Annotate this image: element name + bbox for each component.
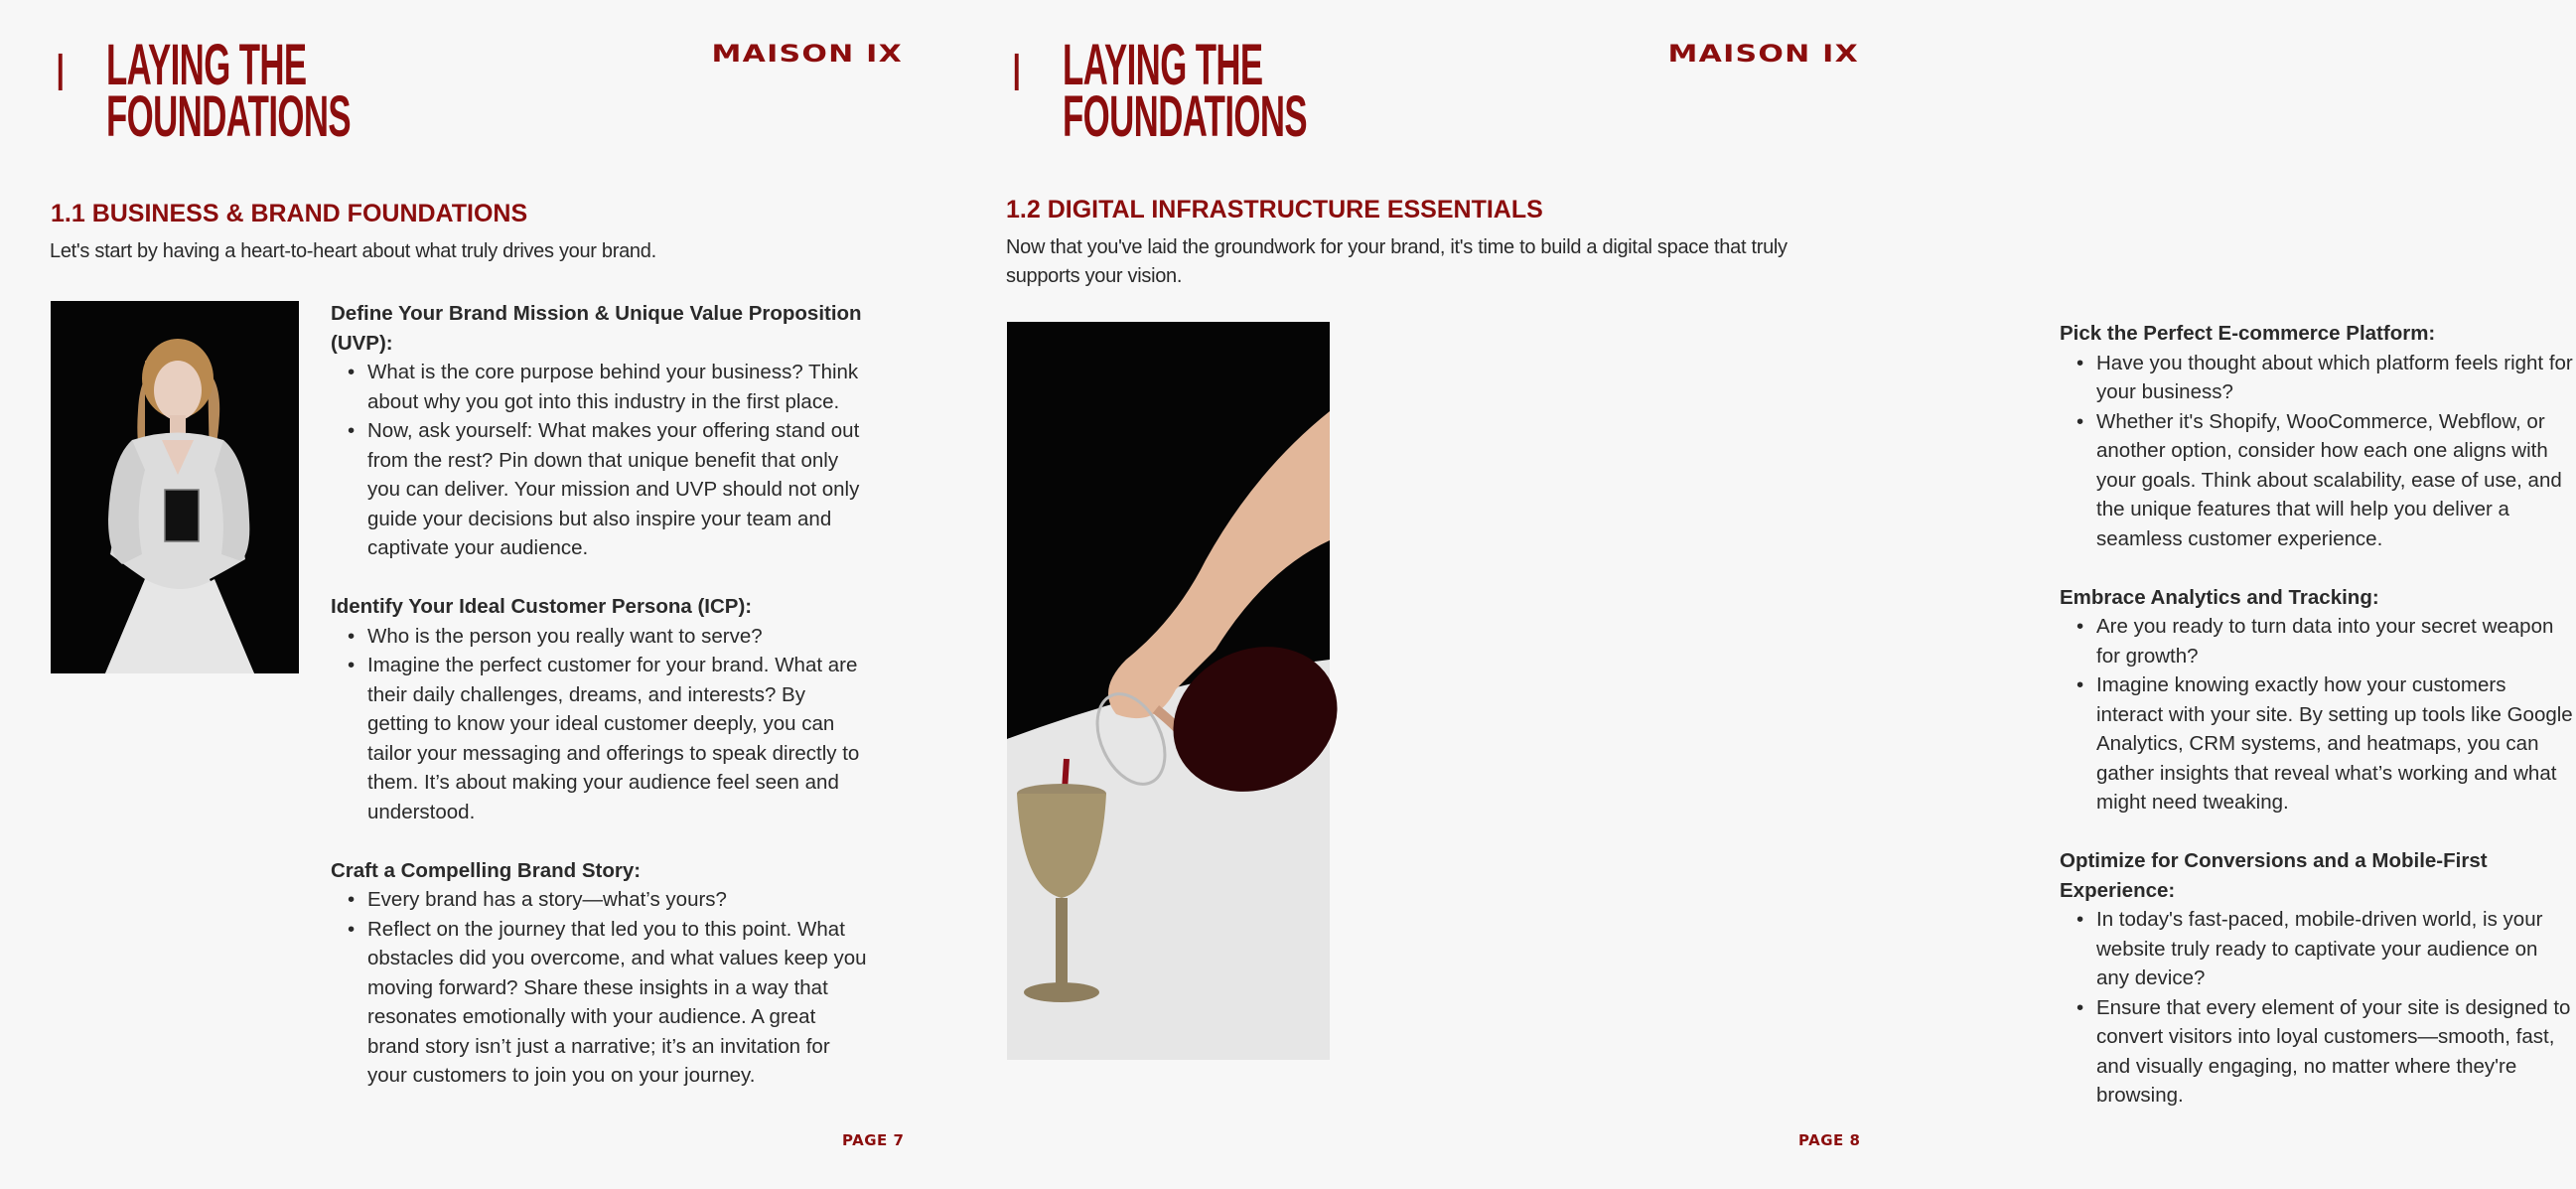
list-item: • Reflect on the journey that led you to this point. What obstacles did you overcome, and what values keep you moving forward? Share these insights in a way that resonates emotionally with your audience. A great brand story isn’t just a narrative; it’s an invitation for your customers to join you on your journey.: [367, 915, 872, 1091]
list-item: • Who is the person you really want to serve?: [367, 622, 872, 652]
content-block: [2060, 583, 2576, 817]
list-item: • In today's fast-paced, mobile-driven world, is your website truly ready to captivate your audience on any device?: [2096, 905, 2576, 993]
brand-logo-text: MAISON IX: [711, 40, 903, 68]
content-block: [331, 592, 872, 826]
chapter-title-line-2: FOUNDATIONS: [106, 84, 352, 149]
list-item: • Every brand has a story—what’s yours?: [367, 885, 872, 915]
block-heading: Define Your Brand Mission & Unique Value Proposition (UVP):: [331, 302, 862, 355]
woman-in-white-dress-photo: [51, 301, 299, 673]
chapter-title: [106, 33, 352, 149]
list-item: • Now, ask yourself: What makes your offering stand out from the rest? Pin down that unique benefit that only you can deliver. Your mission and UVP should not only guide your decisions but also inspire your team and captivate your audience.: [367, 416, 872, 563]
right-content: [2060, 319, 2576, 1139]
block-heading: Optimize for Conversions and a Mobile-First Experience:: [2060, 849, 2488, 902]
section-title: 1.2 DIGITAL INFRASTRUCTURE ESSENTIALS: [1006, 196, 1543, 223]
page-number: PAGE 8: [1798, 1131, 1861, 1149]
pouring-wine-photo: [1007, 322, 1330, 1060]
list-item: • Are you ready to turn data into your secret weapon for growth?: [2096, 612, 2576, 670]
list-item: • What is the core purpose behind your business? Think about why you got into this industry in the first place.: [367, 358, 872, 416]
chapter-title-line-2: FOUNDATIONS: [1063, 84, 1308, 149]
content-block: [331, 299, 872, 563]
chapter-numeral: I: [1013, 43, 1021, 102]
left-content: [331, 299, 872, 1119]
page-8: [956, 0, 2573, 1189]
list-item: • Imagine the perfect customer for your brand. What are their daily challenges, dreams, and interests? By getting to know your ideal customer deeply, you can tailor your messaging and offerings to speak directly to them. It’s about making your audience feel seen and understood.: [367, 651, 872, 826]
block-heading: Pick the Perfect E-commerce Platform:: [2060, 322, 2436, 345]
section-title: 1.1 BUSINESS & BRAND FOUNDATIONS: [51, 200, 528, 227]
chapter-numeral: I: [57, 43, 65, 102]
list-item: • Imagine knowing exactly how your customers interact with your site. By setting up tools like Google Analytics, CRM systems, and heatmaps, you can gather insights that reveal what’s working and what might need tweaking.: [2096, 670, 2576, 817]
block-heading: Identify Your Ideal Customer Persona (ICP):: [331, 595, 753, 618]
list-item: • Whether it's Shopify, WooCommerce, Webflow, or another option, consider how each one aligns with your goals. Think about scalability, ease of use, and the unique features that will help you deliver a seamless customer experience.: [2096, 407, 2576, 554]
brand-logo-text: MAISON IX: [1667, 40, 1859, 68]
content-block: [2060, 846, 2576, 1111]
list-item: • Have you thought about which platform feels right for your business?: [2096, 349, 2576, 407]
block-heading: Embrace Analytics and Tracking:: [2060, 585, 2379, 609]
chapter-title-line-1: LAYING THE: [106, 33, 307, 97]
block-heading: Craft a Compelling Brand Story:: [331, 858, 642, 882]
section-intro: Now that you've laid the groundwork for your brand, it's time to build a digital space that truly supports your vision.: [1006, 236, 1788, 287]
chapter-title-line-1: LAYING THE: [1063, 33, 1263, 97]
section-intro: Let's start by having a heart-to-heart about what truly drives your brand.: [50, 240, 656, 262]
list-item: • Ensure that every element of your site is designed to convert visitors into loyal customers—smooth, fast, and visually engaging, no matter where they're browsing.: [2096, 993, 2576, 1111]
content-block: [331, 856, 872, 1091]
chapter-title: [1063, 33, 1308, 149]
page-7: [0, 0, 956, 1189]
page-number: PAGE 7: [842, 1131, 905, 1149]
content-block: [2060, 319, 2576, 553]
